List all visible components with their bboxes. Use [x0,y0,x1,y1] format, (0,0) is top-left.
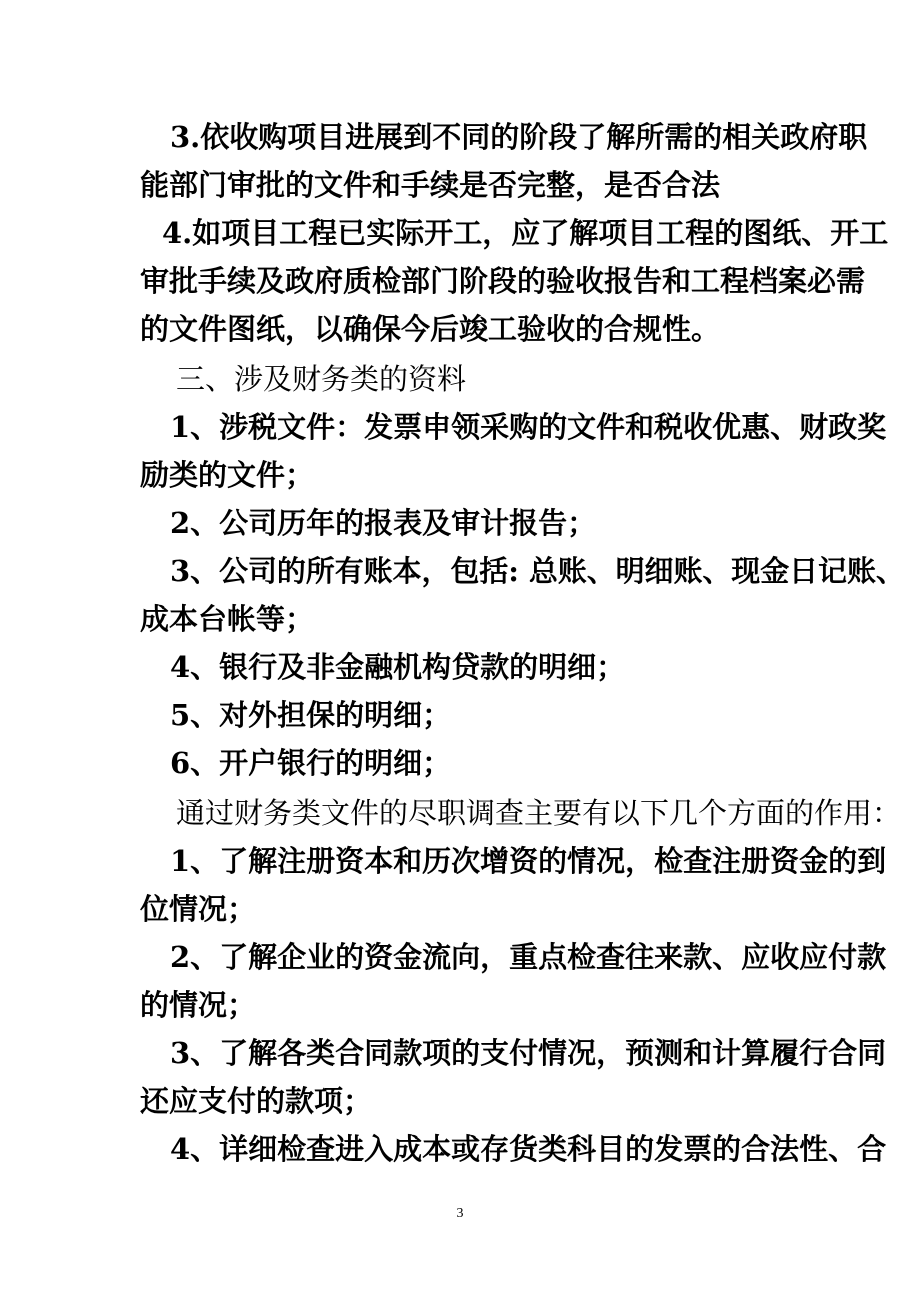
paragraph-line: 能部门审批的文件和手续是否完整，是否合法 [140,168,721,202]
list-item: 3、公司的所有账本，包括: 总账、明细账、现金日记账、 [170,554,905,588]
list-item: 3、了解各类合同款项的支付情况，预测和计算履行合同 [170,1036,887,1070]
list-item: 6、开户银行的明细； [170,746,452,780]
list-item: 1、了解注册资本和历次增资的情况，检查注册资金的到 [170,844,887,878]
list-item: 5、对外担保的明细； [170,698,452,732]
list-item: 4、详细检查进入成本或存货类科目的发票的合法性、合 [170,1132,887,1166]
list-item: 1、涉税文件：发票申领采购的文件和税收优惠、财政奖 [170,410,887,444]
paragraph-line: 通过财务类文件的尽职调查主要有以下几个方面的作用： [176,796,902,830]
list-item: 2、公司历年的报表及审计报告； [170,506,597,540]
list-item-continuation: 位情况； [140,892,257,926]
paragraph-line: 的文件图纸，以确保今后竣工验收的合规性。 [140,312,721,346]
list-item-continuation: 成本台帐等； [140,602,315,636]
list-item: 2、了解企业的资金流向，重点检查往来款、应收应付款 [170,940,887,974]
list-item-continuation: 还应支付的款项； [140,1084,373,1118]
section-heading: 三、涉及财务类的资料 [176,362,467,396]
list-item-continuation: 励类的文件； [140,458,315,492]
page-number: 3 [456,1206,464,1221]
paragraph-line: 3.依收购项目进展到不同的阶段了解所需的相关政府职 [170,120,868,154]
paragraph-line: 审批手续及政府质检部门阶段的验收报告和工程档案必需 [140,264,866,298]
list-item-continuation: 的情况； [140,988,257,1022]
paragraph-line: 4.如项目工程已实际开工，应了解项目工程的图纸、开工 [162,216,889,250]
list-item: 4、银行及非金融机构贷款的明细； [170,650,626,684]
